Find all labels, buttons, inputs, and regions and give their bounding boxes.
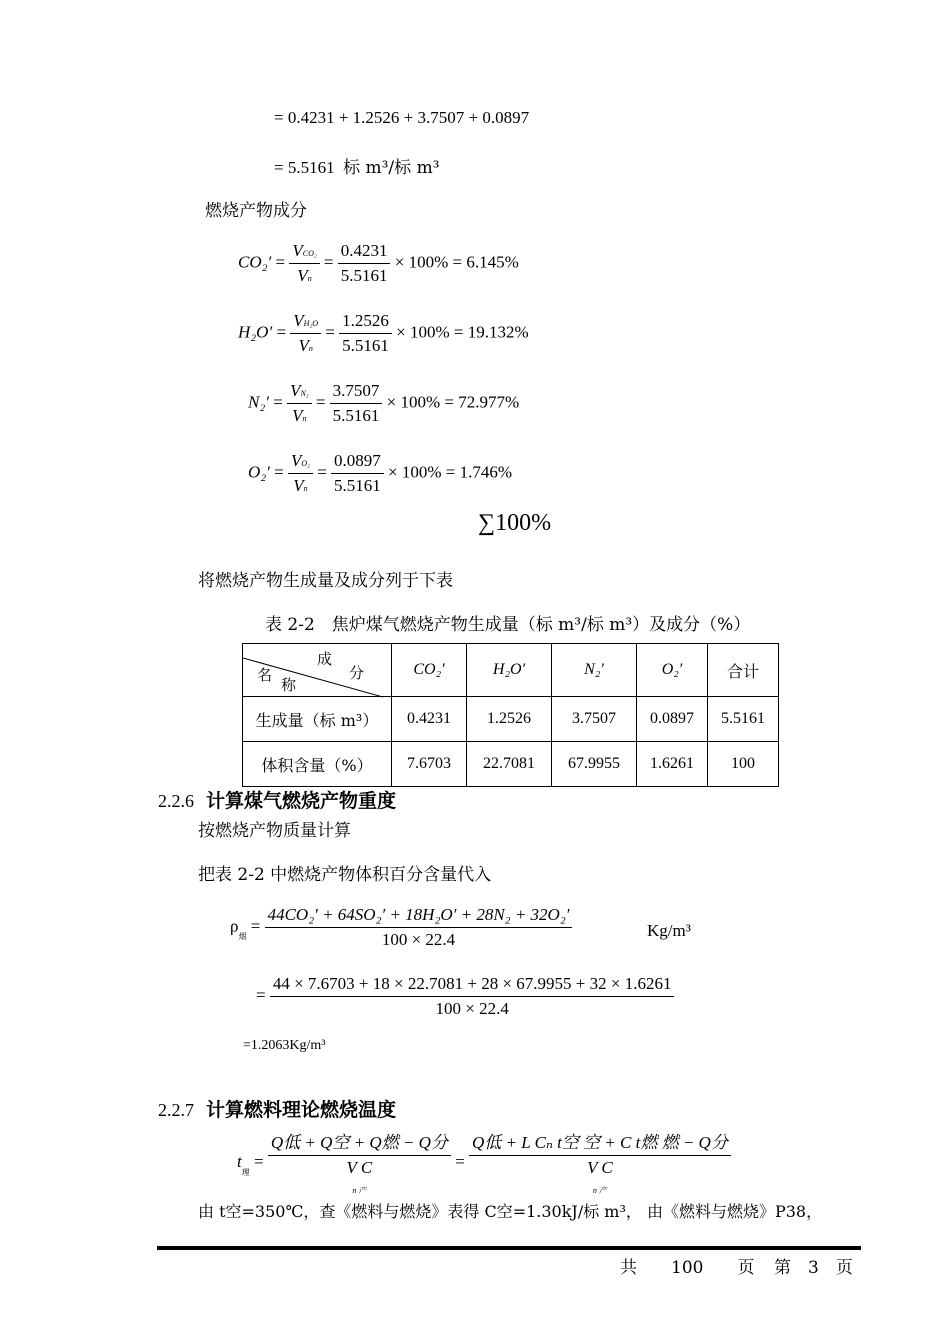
comp-result: × 100% = 72.977% bbox=[386, 392, 520, 412]
temp-symbol: t bbox=[237, 1151, 242, 1171]
table-corner-cell bbox=[243, 644, 392, 697]
table-caption: 表 2-2 焦炉煤气燃烧产物生成量（标 m³/标 m³）及成分（%） bbox=[265, 615, 751, 635]
section-title: 计算煤气燃烧产物重度 bbox=[206, 790, 397, 812]
section-heading-227 bbox=[158, 1095, 396, 1122]
table-header-row bbox=[243, 644, 779, 697]
temp-sub: 理 bbox=[241, 1167, 250, 1177]
paragraph: 把表 2-2 中燃烧产物体积百分含量代入 bbox=[198, 865, 492, 885]
comp-lhs: CO₂′ bbox=[238, 252, 272, 272]
temp-formula: $t_理$ = Q低 + Q空 + Q燃 − Q分 V C n 产 = Q低 + L Cₙ t空 空 + C t燃 燃 − Q分 V C n 产 bbox=[237, 1128, 731, 1198]
rho-frac-values: $\frac{44 \times 7.6703 + 18 \times 22.7081 + 28 \times 67.9955 + 32 \times 1.6261}{100 \times 22.4}$ bbox=[270, 974, 675, 1019]
comp-lhs: N₂′ bbox=[248, 392, 269, 412]
paragraph: 按燃烧产物质量计算 bbox=[198, 821, 351, 841]
table-row-label: 生成量（标 m³） bbox=[243, 697, 392, 742]
comp-frac-symbol: $\frac{\text{VO₂}}{Vn}$ bbox=[288, 451, 313, 496]
rho-sub: 烟 bbox=[238, 932, 247, 942]
product-table bbox=[242, 643, 779, 787]
table-header-cell: N₂′ bbox=[552, 644, 637, 697]
comp-result: × 100% = 1.746% bbox=[388, 462, 513, 482]
comp-co2: CO₂′ = $\frac{\text{VCO₂}}{Vn}$ = $\frac{0.4231}{5.5161}$ × 100% = 6.145% bbox=[238, 241, 519, 285]
rho-formula: $\rho_烟$ = $\frac{\text{44CO₂′ + 64SO₂′ + 18H₂O′ + 28N₂ + 32O₂′}}{100 \times 22.4}$ bbox=[230, 905, 572, 950]
temp-frac-2: Q低 + L Cₙ t空 空 + C t燃 燃 − Q分 V C n 产 bbox=[469, 1128, 731, 1198]
table-header-cell: CO₂′ bbox=[392, 644, 467, 697]
sum-label: ∑100% bbox=[478, 510, 552, 536]
table-cell: 67.9955 bbox=[552, 742, 637, 787]
rho-symbol: ρ bbox=[230, 916, 239, 936]
section-number: 2.2.7 bbox=[158, 1100, 194, 1120]
corner-bottom: 称 bbox=[281, 678, 297, 694]
section-heading-226 bbox=[158, 786, 396, 813]
section-number: 2.2.6 bbox=[158, 791, 194, 811]
table-intro: 将燃烧产物生成量及成分列于下表 bbox=[198, 571, 453, 591]
temp-frac-1: Q低 + Q空 + Q燃 − Q分 V C n 产 bbox=[268, 1128, 451, 1198]
comp-lhs: H₂O′ bbox=[238, 322, 273, 342]
comp-frac-value: $\frac{0.0897}{5.5161}$ bbox=[331, 451, 384, 496]
table-cell: 3.7507 bbox=[552, 697, 637, 742]
footer-rule bbox=[157, 1246, 861, 1250]
table-row bbox=[243, 742, 779, 787]
table-row-label: 体积含量（%） bbox=[243, 742, 392, 787]
eq-total-unit: 标 m³/标 m³ bbox=[343, 158, 440, 178]
table-cell: 0.4231 bbox=[392, 697, 467, 742]
table-header-cell: H₂O′ bbox=[467, 644, 552, 697]
composition-title: 燃烧产物成分 bbox=[205, 201, 307, 221]
comp-n2: N₂′ = $\frac{\text{VN₂}}{Vn}$ = $\frac{3.7507}{5.5161}$ × 100% = 72.977% bbox=[248, 381, 520, 425]
table-cell: 1.6261 bbox=[637, 742, 708, 787]
table-cell: 100 bbox=[708, 742, 779, 787]
corner-top: 成 bbox=[317, 652, 333, 668]
footer-current-page: 第 3 页 bbox=[774, 1258, 853, 1278]
comp-o2: O₂′ = $\frac{\text{VO₂}}{Vn}$ = $\frac{0.0897}{5.5161}$ × 100% = 1.746% bbox=[248, 451, 513, 495]
comp-lhs: O₂′ bbox=[248, 462, 270, 482]
comp-h2o: H₂O′ = $\frac{\text{VH₂O}}{Vn}$ = $\frac{1.2526}{5.5161}$ × 100% = 19.132% bbox=[238, 311, 529, 355]
table-header-cell: O₂′ bbox=[637, 644, 708, 697]
table-row bbox=[243, 697, 779, 742]
last-paragraph: 由 t空=350℃，查《燃料与燃烧》表得 C空=1.30kJ/标 m³， 由《燃料与燃烧》P38， bbox=[198, 1202, 823, 1221]
table-cell: 0.0897 bbox=[637, 697, 708, 742]
rho-formula-values: = $\frac{44 \times 7.6703 + 18 \times 22.7081 + 28 \times 67.9955 + 32 \times 1.6261}{100 \times 22.4}$ bbox=[256, 974, 674, 1019]
comp-result: × 100% = 6.145% bbox=[394, 252, 519, 272]
comp-frac-value: $\frac{0.4231}{5.5161}$ bbox=[338, 241, 391, 286]
eq-total-line bbox=[274, 153, 440, 178]
corner-left: 名 bbox=[257, 668, 273, 684]
table-cell: 1.2526 bbox=[467, 697, 552, 742]
comp-frac-symbol: $\frac{\text{VN₂}}{Vn}$ bbox=[287, 381, 312, 426]
comp-frac-symbol: $\frac{\text{VH₂O}}{Vn}$ bbox=[290, 311, 321, 356]
table-header-cell: 合计 bbox=[708, 644, 779, 697]
section-title: 计算燃料理论燃烧温度 bbox=[206, 1099, 397, 1121]
table-cell: 5.5161 bbox=[708, 697, 779, 742]
comp-frac-symbol: $\frac{\text{VCO₂}}{Vn}$ bbox=[289, 241, 319, 286]
comp-frac-value: $\frac{3.7507}{5.5161}$ bbox=[330, 381, 383, 426]
rho-unit: Kg/m³ bbox=[647, 921, 691, 940]
footer-total-pages: 共 100 页 bbox=[620, 1258, 755, 1278]
rho-frac: $\frac{\text{44CO₂′ + 64SO₂′ + 18H₂O′ + 28N₂ + 32O₂′}}{100 \times 22.4}$ bbox=[265, 905, 573, 950]
eq-sum-line: = 0.4231 + 1.2526 + 3.7507 + 0.0897 bbox=[274, 108, 530, 127]
table-cell: 7.6703 bbox=[392, 742, 467, 787]
corner-right: 分 bbox=[349, 666, 365, 682]
eq-total-value: = 5.5161 bbox=[274, 158, 335, 177]
table-cell: 22.7081 bbox=[467, 742, 552, 787]
rho-result: =1.2063Kg/m³ bbox=[243, 1038, 326, 1053]
comp-result: × 100% = 19.132% bbox=[396, 322, 529, 342]
comp-frac-value: $\frac{1.2526}{5.5161}$ bbox=[339, 311, 392, 356]
